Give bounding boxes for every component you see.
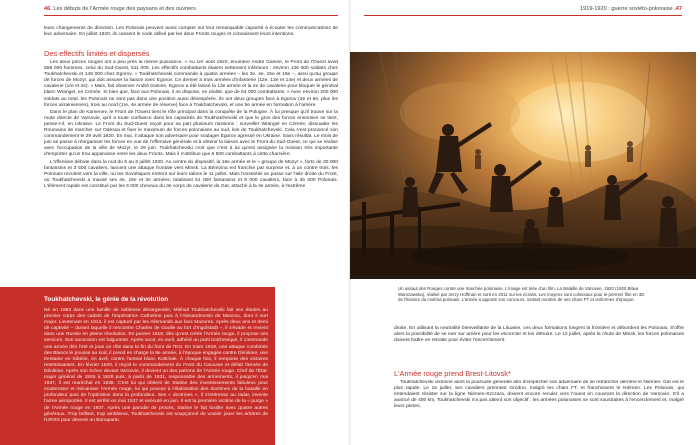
sidebar-title: Toukhatchevski, le génie de la révolution (44, 296, 169, 303)
left-page-number: 46. (44, 6, 52, 12)
body-paragraph: Les deux pinces rouges ont à peu près la même puissance. « Au 1er août 1920, énumère André Ganine, le Front de l'Ouest avait 558 000 hommes, celui du Sud-Ouest, 511 000. Les effectifs combattants étaient nettement inférieurs : environ 136 000 soldats chez Toukhatchevski et 148 000 chez Egorov. » Toukhatchevski commande à quatre armées – les 3e, 4e, 15e et 16e –, ainsi qu'au groupe de forces de Mozyr, qui doit assurer la liaison avec Egorov. Ce dernier a trois armées d'infanterie (12e, 13e et 14e) et deux armées de cavalerie (1re et 2e). « Mais, fait observer André Ganine, Egorov a été laissé la 13e armée et la 2e de cavalerie pour bloquer le général blanc Wrangel, en Crimée. Si bien que, face aux Polonais, il ne dispose, en réalité, que de 64 000 combattants. » Avec environ 200 000 soldats au total, les Polonais ne sont pas dans une position aussi désespérée. Ils ont deux groupes face à Egorov (3e et 6e, plus les forces ukrainiennes), trois au nord (1re, 4e armée de réserve) face à Toukhatchevski, et une 5e armée en formation à l'arrière. (44, 60, 338, 108)
left-intro-text (44, 26, 338, 39)
biography-sidebar (0, 287, 275, 445)
body-paragraph: L'offensive débute dans la nuit du 5 au 6 juillet 1920. Au centre du dispositif, la 16e armée et le « groupe de Mozyr », forts de 30 000 fantassins et 3 500 cavaliers, lancent une attaque frontale vers Minsk. La Bérézina est franchie par surprise et, à un contre trois, les Polonais reculent vers la ville, où les Soviétiques entrent sur leurs talons le 11 juillet. Mais l'essentiel se passe sur l'aile droite du Front, où Toukhatchevski a massé ses 4e, 15e et 3e armées, totalisant 51 000 fantassins et 9 000 cavaliers, face à 35 000 Polonais. L'élément rapide est constitué par les 6 000 chevaux du 3e corps de cavalerie de Gaï, attaché à la 4e armée, à l'extrême (44, 159, 338, 189)
left-body-text (44, 60, 338, 280)
right-closing-text (394, 380, 684, 442)
continued-paragraph: droite. En utilisant la neutralité bienveillante de la Lituanie, ces deux formations longent la frontière et débordent les Polonais. S'offre alors la possibilité de se ruer sur arrière pour les encercler et les détruire. Le 12 juillet, après la chute de Minsk, les forces polonaises doivent battre en retraite pour éviter l'encerclement. (394, 326, 684, 344)
photo-caption: Un assaut des Rouges contre une tranchée polonaise. L'image est tirée d'un film, La Bataille de Varsovie, 1920 (1920 Bitwa Warszawska), réalisé par Jerzy Hoffman et sorti en 2011 sur les écrans. Les moyens sont colossaux pour le premier film en 3D de l'histoire du cinéma polonais. L'armée a apporté son concours, sortant nombre de ses chars FT et uniformes d'époque. (398, 286, 645, 303)
left-header-rule (44, 15, 338, 16)
right-body-text (394, 326, 684, 345)
right-header-rule (364, 15, 682, 16)
right-page-number: .47 (674, 6, 682, 12)
battle-photo (350, 52, 696, 279)
intro-paragraph: leurs changements de direction. Les Polonais peuvent aussi compter sur leur remarquable capacité à écouter les communications de leur adversaire. En juillet 1920, ils cassent le code utilisé par les deux Fronts rouges et connaissent leurs intentions. (44, 26, 338, 38)
right-running-header (580, 6, 682, 12)
left-running-title: Les débuts de l'Armée rouge des paysans et des ouvriers (53, 6, 196, 12)
body-paragraph: Dans le plan de Kamenev, le Front de l'Ouest tient le rôle principal dans la conquête de la Pologne. À lui presque qu'il trouve sur la route directe de Varsovie, qu'il a toute confiance dans les capacités de Toukhatchevski et que le gros des forces ennemies se tient, pense-t-il, en Ukraine. Le Front du Sud-Ouest reçoit pour sa part plusieurs missions : surveiller Wrangel en Crimée, dissuader les Roumains de marcher sur Odessa et fixer le maximum de forces polonaises au sud, loin de Toukhatchevski. Cela s'est prononcé son commandement le 29 avril 1920. En mai, il attaque son adversaire pour soulager Egorov agressé en Ukraine. Sans résultat. Le mois de juin se passe à réorganiser les forces en vue de l'offensive générale et à obtenir la liaison avec le Front du Sud-Ouest, ce qui se réalise avec l'occupation de la ville de Mozyr, le 29 juin. Toukhatchevski croit que c'est à lui qu'est assignée la mission très importante d'emporter qu'un trou apparaisse entre les deux Fronts. Mais il n'attribue que 6 500 combattants à cette charnière. (44, 109, 338, 158)
battle-scene-illustration (350, 52, 696, 279)
left-section-heading: Des effectifs limités et dispersés (44, 49, 150, 58)
right-page (350, 0, 700, 445)
left-running-header (44, 6, 196, 12)
closing-paragraph: Toukhatchevski ordonne alors la poursuite générale afin d'empêcher son adversaire de se retrancher derrière le Niémen. Gaï est le plus rapide. Le 16 juillet, ses cavaliers prennent Grodno, malgré les chars FT, et franchissent le Niémen. Les Polonais, qui entendaient résister sur la ligne Niémen-Szczara, doivent encore reculer vers l'ouest en couvrant la direction de Varsovie. S'il a avancé de 400 km, Toukhatchevski n'a pas atteint son objectif : les armées polonaises se sont soustraites à l'encerclement et, malgré leurs pertes, (394, 380, 684, 410)
right-section-heading: L'Armée rouge prend Brest-Litovsk* (394, 369, 511, 378)
sidebar-body: Né en 1893 dans une famille de noblesse désargentée, Mikhaïl Toukhatchevski fait ses études au premier corps des cadets de l'impératrice Catherine puis à l'Alexandrovski de Moscou, dont il sort major. Lieutenant en 1914, il est capturé par les Allemands aux lacs Mazures. Après deux ans et demi de captivité – durant laquelle il rencontre Charles de Gaulle au fort d'Ingolstadt –, il s'évade et revient dans une Russie en pleine révolution. En janvier 1918, dès qu'est créée l'Armée rouge, il propose ses services. Son ascension est fulgurante. Après avoir, en avril, adhéré au parti bolchevique, il commande une armée dès l'été et joue un rôle dans la fin du front de l'Est. En mars 1919, une attaque combinée des Blancs le pousse au sud, il prend en charge la 8e armée, à l'époque engagée contre Dénikine, une trentaine en Sibérie, en avril, contre l'amiral blanc Koltchak. À chaque fois, il remporte des victoires retentissantes. En février 1920, il reçoit le commandement du Front du Caucase et défait l'armée de Dénikine. Après son échec devant Varsovie, il devient un des patrons de l'Armée rouge. Chef de l'État-major général de 1925 à 1928 puis, à partir de 1931, responsable des armements, il jusqu'en mai 1937, il est maréchal en 1935. C'est lui qui obtient de Staline des investissements fabuleux pour moderniser et mécaniser l'Armée rouge, lui qui pousse à l'élaboration des doctrines de la bataille en profondeur puis de l'opération dans la profondeur. Ses « doctrines », il s'intéresse au radar, invente l'arme aéroportée. Il est arrêté en mai 1937 et exécuté en juin. Il est la première victime de la « purge » de l'Armée rouge en 1937. Après une parodie de procès, Staline le fait fusiller avec quatre autres généraux. Trop brillant, trop ambitieux, Toukhatchevski est soupçonné de vouloir jouer les arbitres de l'URSS pour devenir un Bonaparte. (44, 308, 268, 423)
right-running-title: 1919-1920 : guerre soviéto-polonaise (579, 6, 673, 12)
